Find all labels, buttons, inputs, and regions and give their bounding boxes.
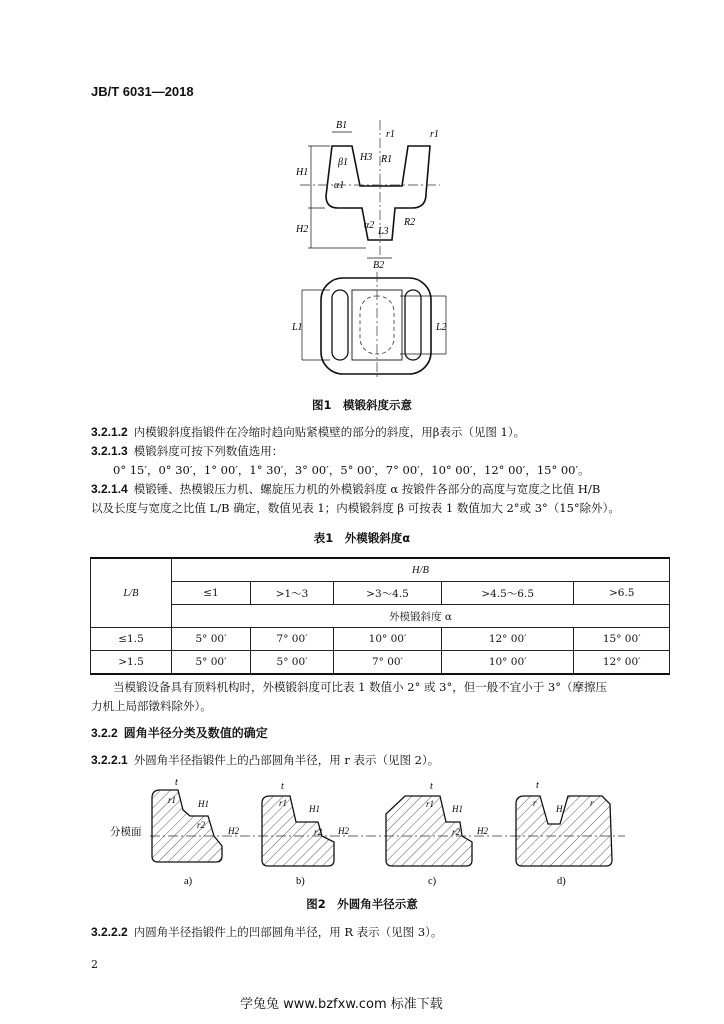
label-beta1: β1	[338, 157, 348, 168]
label-B1: B1	[336, 120, 348, 131]
note-line1: 当模锻设备具有顶料机构时，外模锻斜度可比表 1 数值小 2° 或 3°，但一般不宜小于 3°（摩擦压	[113, 680, 607, 694]
section-title: 圆角半径分类及数值的确定	[123, 726, 268, 740]
fig2c-t: t	[430, 781, 433, 792]
cell: 5° 00′	[172, 651, 251, 675]
fig2d-t: t	[536, 780, 539, 791]
subfig-c-label: c)	[428, 876, 437, 887]
label-H2: H2	[296, 224, 309, 235]
label-H1: H1	[296, 167, 309, 178]
section-number: 3.2.1.4	[91, 482, 128, 496]
col-header: >3～4.5	[334, 582, 442, 605]
fig2c-H2: H2	[477, 826, 488, 836]
label-L1: L1	[292, 322, 303, 333]
header-L-B: L/B	[91, 558, 172, 628]
figure1-caption: 图1 模锻斜度示意	[311, 398, 412, 412]
section-number: 3.2.2.2	[91, 925, 128, 939]
fig2b-H2: H2	[338, 826, 349, 836]
para-3-2-1-4-cont: 以及长度与宽度之比值 L/B 确定，数值见表 1；内模锻斜度 β 可按表 1 数值加大 2°或 3°（15°除外）。	[91, 501, 620, 515]
cell: 5° 00′	[172, 628, 251, 651]
subfig-b-label: b)	[296, 876, 305, 887]
section-number: 3.2.1.3	[91, 444, 128, 458]
cell: 12° 00′	[441, 628, 574, 651]
fig2a-t: t	[175, 777, 178, 788]
fig2d-r-right: r	[590, 798, 594, 808]
sub-header: 外模锻斜度 α	[172, 605, 670, 628]
col-header: ≤1	[172, 582, 251, 605]
section-text: 内模锻斜度指锻件在冷缩时趋向贴紧模壁的部分的斜度，用β表示（见图 1）。	[133, 425, 526, 439]
cell: 12° 00′	[574, 651, 670, 675]
fig2b-t: t	[281, 781, 284, 792]
section-text: 内圆角半径指锻件上的凹部圆角半径，用 R 表示（见图 3）。	[133, 925, 443, 939]
figure2-caption: 图2 外圆角半径示意	[306, 897, 418, 911]
cell: 7° 00′	[251, 628, 334, 651]
row-label: >1.5	[91, 651, 172, 675]
subfig-a-label: a)	[184, 876, 193, 887]
label-alpha2: α2	[364, 220, 375, 231]
fig2d-H: H	[556, 804, 563, 814]
fig2c-H1: H1	[452, 804, 463, 814]
label-r1b: r1	[430, 129, 439, 140]
section-number: 3.2.2	[91, 726, 118, 740]
col-header: >4.5～6.5	[441, 582, 574, 605]
table1-caption: 表1 外模锻斜度α	[313, 531, 411, 545]
label-L2: L2	[436, 322, 447, 333]
fig2b-H1: H1	[309, 804, 320, 814]
section-text: 外圆角半径指锻件上的凸部圆角半径，用 r 表示（见图 2）。	[133, 753, 440, 767]
section-number: 3.2.2.1	[91, 753, 128, 767]
label-R1: R1	[381, 154, 393, 165]
cell: 5° 00′	[251, 651, 334, 675]
fig2a-r1: r1	[168, 795, 177, 805]
label-R2: R2	[404, 217, 416, 228]
label-alpha1: α1	[334, 180, 345, 191]
page-number: 2	[91, 958, 98, 971]
fig2a-H2: H2	[228, 826, 239, 836]
section-number: 3.2.1.2	[91, 425, 128, 439]
fig2d-r-left: r	[533, 798, 537, 808]
fig2c-r1: r1	[426, 799, 435, 809]
angle-values: 0° 15′，0° 30′，1° 00′，1° 30′，3° 00′，5° 00′，7° 00′，10° 00′，12° 00′，15° 00′。	[113, 463, 590, 477]
fig2c-r2: r2	[452, 827, 461, 837]
subfig-d-profile	[516, 796, 612, 866]
cell: 10° 00′	[441, 651, 574, 675]
note-line2: 力机上局部镦料除外）。	[91, 699, 212, 713]
watermark-footer: 学兔兔 www.bzfxw.com 标准下载	[240, 997, 443, 1012]
col-header: >6.5	[574, 582, 670, 605]
label-B2: B2	[373, 260, 385, 271]
cell: 7° 00′	[334, 651, 442, 675]
label-r1a: r1	[386, 129, 395, 140]
section-text: 模锻锤、热模锻压力机、螺旋压力机的外模锻斜度 α 按锻件各部分的高度与宽度之比值 H/B	[133, 482, 601, 496]
subfig-d-label: d)	[557, 876, 566, 887]
col-header: >1～3	[251, 582, 334, 605]
subfig-a-profile	[152, 790, 222, 862]
fig2b-r2: r2	[314, 827, 323, 837]
label-H3: H3	[360, 152, 373, 163]
header-H-B: H/B	[172, 558, 670, 582]
fig2b-r1: r1	[279, 798, 288, 808]
fig2a-r2: r2	[197, 820, 206, 830]
fig2a-H1: H1	[198, 799, 209, 809]
row-label: ≤1.5	[91, 628, 172, 651]
subfig-b-profile	[262, 796, 334, 866]
cell: 10° 00′	[334, 628, 442, 651]
label-L3: L3	[378, 226, 389, 237]
document-code: JB/T 6031—2018	[91, 84, 194, 99]
parting-plane-label: 分模面	[110, 826, 142, 838]
section-text: 模锻斜度可按下列数值选用：	[133, 444, 284, 458]
cell: 15° 00′	[574, 628, 670, 651]
para-3-2-2-2	[91, 923, 671, 942]
